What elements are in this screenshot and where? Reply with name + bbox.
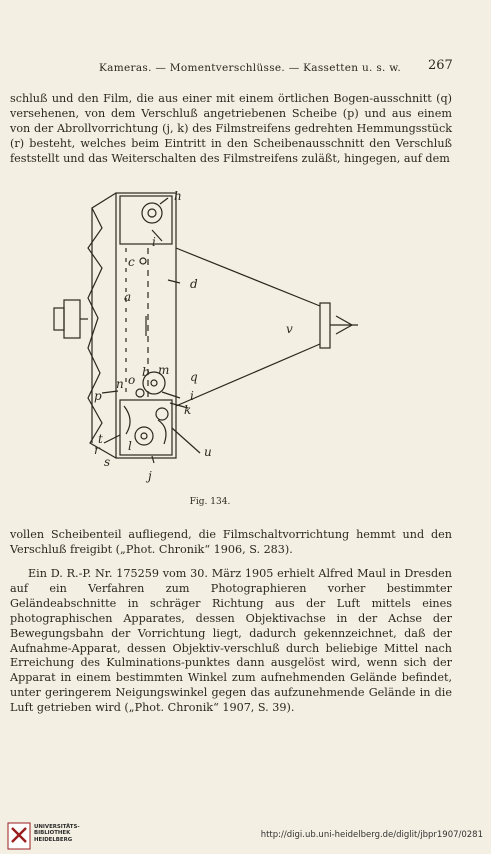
label-a: a — [124, 290, 132, 304]
label-q: q — [190, 370, 198, 384]
label-o: o — [128, 373, 136, 387]
label-v: v — [286, 322, 293, 336]
lens-mount — [64, 300, 80, 338]
label-k: k — [184, 403, 192, 417]
university-library-logo-icon — [6, 820, 32, 852]
library-name: UNIVERSITÄTS-BIBLIOTHEK HEIDELBERG — [34, 824, 80, 843]
permalink-link[interactable]: http://digi.ub.uni-heidelberg.de/diglit/jbpr1907/0281 — [260, 830, 483, 840]
label-t: t — [98, 432, 103, 446]
figure-labels — [94, 189, 293, 483]
label-r: r — [94, 443, 100, 457]
label-u: u — [204, 445, 212, 459]
label-m: m — [158, 363, 170, 377]
top-spool — [142, 203, 162, 223]
running-head: Kameras. — Momentverschlüsse. — Kassetten u. s. w. — [99, 62, 401, 74]
paragraph-3: Ein D. R.-P. Nr. 175259 vom 30. März 1905 erhielt Alfred Maul in Dresden auf ein Verfahren zum Photographieren vorher bestimmter Geländeabschnitte in schräger Richtung aus der Luft mittels eines photographischen Apparates, dessen Objektivachse in der Achse der Bewegungsbahn der Vorrichtung liegt, dadurch gekennzeichnet, daß der Aufnahme-Apparat, dessen Objektiv-verschluß durch beliebige Mittel nach Erreichung des Kulminations-punktes dann ausgelöst wird, wenn sich der Apparat in einem bestimmten Winkel zum aufnehmenden Gelände befindet, unter geringerem Neigungswinkel gegen das aufzunehmende Gelände in die Luft getrieben wird („Phot. Chronik“ 1907, S. 39). — [10, 567, 452, 715]
camera-diagram — [40, 188, 370, 488]
label-p: p — [94, 389, 102, 403]
label-l: l — [128, 439, 132, 453]
label-b: b — [142, 365, 150, 379]
label-i-bottom: i — [190, 389, 194, 403]
label-j: j — [148, 469, 152, 483]
page-number: 267 — [428, 58, 453, 73]
bottom-spool — [135, 427, 153, 445]
label-s: s — [104, 455, 111, 469]
paragraph-2: vollen Scheibenteil aufliegend, die Filmschaltvorrichtung hemmt und den Verschluß freigibt („Phot. Chronik“ 1906, S. 283). — [10, 528, 452, 556]
figure-caption: Fig. 134. — [189, 497, 231, 507]
label-i-top: i — [152, 235, 156, 249]
label-n: n — [116, 377, 124, 391]
label-d: d — [190, 277, 198, 291]
label-h: h — [174, 189, 182, 203]
label-c: c — [128, 255, 135, 269]
eyepiece — [320, 303, 330, 348]
paragraph-1: schluß und den Film, die aus einer mit einem örtlichen Bogen-ausschnitt (q) versehenen, von dem Verschluß angetriebenen Scheibe (p) und aus einem von der Abrollvorrichtung (j, k) des Filmstreifens gedrehten Hemmungsstück (r) besteht, welches beim Eintritt in den Scheibenausschnitt den Verschluß feststellt und das Weiterschalten des Filmstreifens zuläßt, hingegen, auf dem — [10, 92, 452, 165]
film-cassette-top — [120, 196, 172, 244]
footer — [0, 820, 491, 854]
